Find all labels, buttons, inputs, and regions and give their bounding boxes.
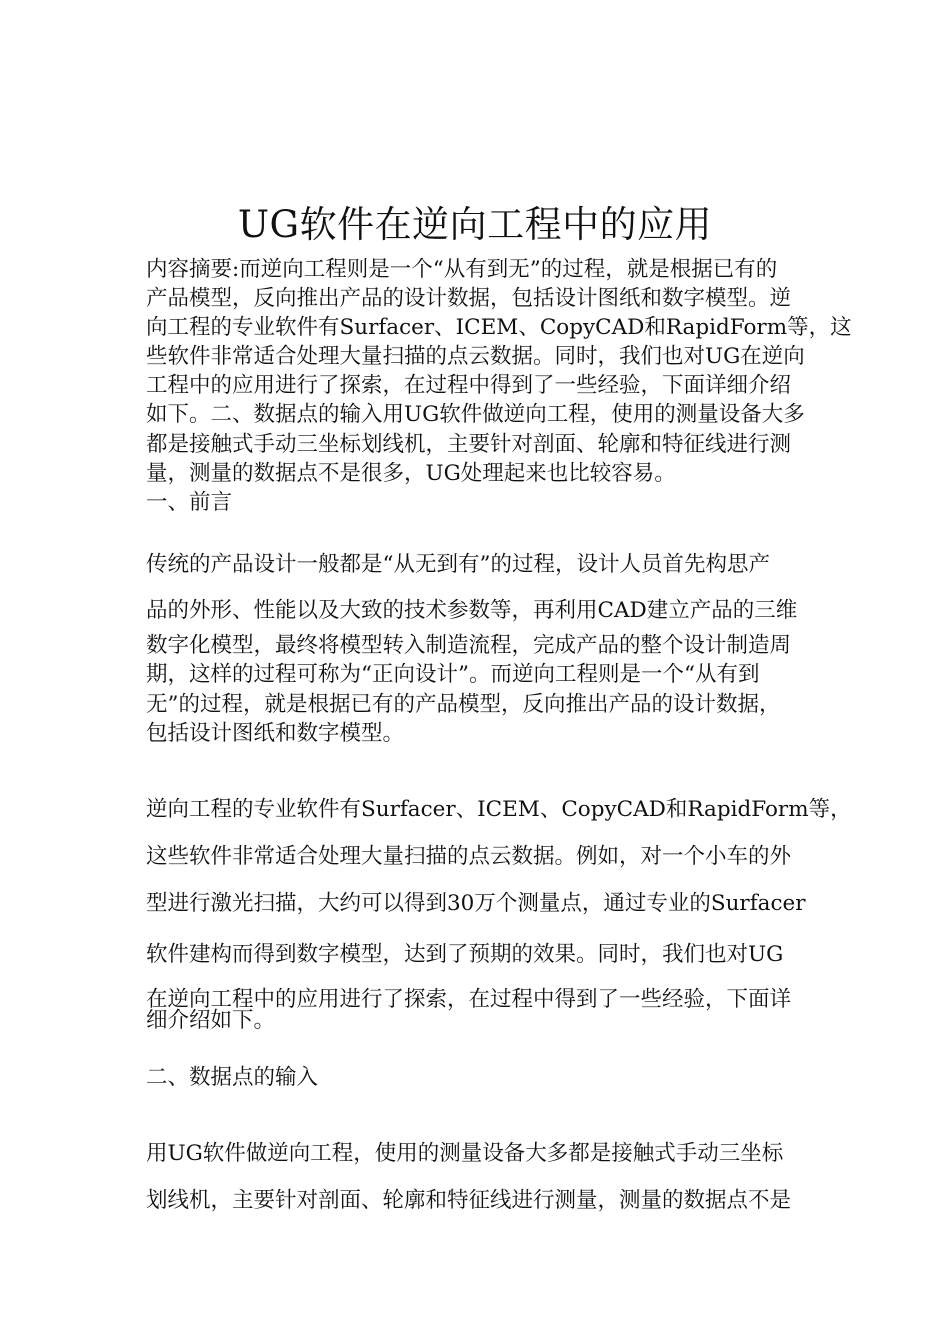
abstract-line: 如下。二、数据点的输入用UG软件做逆向工程，使用的测量设备大多 [146, 402, 805, 428]
abstract-line: 都是接触式手动三坐标划线机，主要针对剖面、轮廓和特征线进行测 [146, 431, 792, 457]
abstract-line: 内容摘要:而逆向工程则是一个“从有到无”的过程，就是根据已有的 [146, 257, 778, 282]
paragraph-line: 品的外形、性能以及大致的技术参数等，再利用CAD建立产品的三维 [146, 598, 798, 623]
paragraph-line: 期，这样的过程可称为“正向设计”。而逆向工程则是一个“从有到 [146, 662, 760, 688]
paragraph-line: 软件建构而得到数字模型，达到了预期的效果。同时，我们也对UG [146, 942, 784, 967]
abstract-line: 些软件非常适合处理大量扫描的点云数据。同时，我们也对UG在逆向 [146, 344, 805, 370]
document-title: UG软件在逆向工程中的应用 [237, 203, 713, 246]
abstract-line: 工程中的应用进行了探索，在过程中得到了一些经验，下面详细介绍 [146, 373, 792, 399]
abstract-paragraph [146, 255, 876, 488]
paragraph-line: 数字化模型，最终将模型转入制造流程，完成产品的整个设计制造周 [146, 633, 792, 658]
software-paragraph-end [146, 1006, 876, 1035]
section-heading-preface: 一、前言 [146, 490, 233, 515]
abstract-line: 量，测量的数据点不是很多，UG处理起来也比较容易。 [146, 460, 676, 486]
preface-paragraph-continued [146, 631, 876, 748]
preface-paragraph [146, 542, 876, 634]
paragraph-line: 在逆向工程中的应用进行了探索，在过程中得到了一些经验，下面详 [146, 987, 792, 1012]
software-paragraph [146, 786, 876, 927]
paragraph-line: 细介绍如下。 [146, 1008, 276, 1033]
data-input-paragraph [146, 1130, 876, 1224]
paragraph-line: 逆向工程的专业软件有Surfacer、ICEM、CopyCAD和RapidForm等， [146, 797, 852, 822]
paragraph-line: 无”的过程，就是根据已有的产品模型，反向推出产品的设计数据， [146, 691, 781, 717]
paragraph-line: 这些软件非常适合处理大量扫描的点云数据。例如，对一个小车的外 [146, 844, 792, 869]
abstract-line: 产品模型，反向推出产品的设计数据，包括设计图纸和数字模型。逆 [146, 286, 792, 312]
abstract-line: 向工程的专业软件有Surfacer、ICEM、CopyCAD和RapidForm等，这 [146, 315, 852, 341]
paragraph-line: 划线机，主要针对剖面、轮廓和特征线进行测量，测量的数据点不是 [146, 1188, 792, 1213]
paragraph-line: 传统的产品设计一般都是“从无到有”的过程，设计人员首先构思产 [146, 552, 770, 577]
paragraph-line: 用UG软件做逆向工程，使用的测量设备大多都是接触式手动三坐标 [146, 1141, 784, 1166]
paragraph-line: 型进行激光扫描，大约可以得到30万个测量点，通过专业的Surfacer [146, 891, 806, 916]
section-heading-data-input: 二、数据点的输入 [146, 1065, 319, 1090]
paragraph-line: 包括设计图纸和数字模型。 [146, 720, 405, 746]
